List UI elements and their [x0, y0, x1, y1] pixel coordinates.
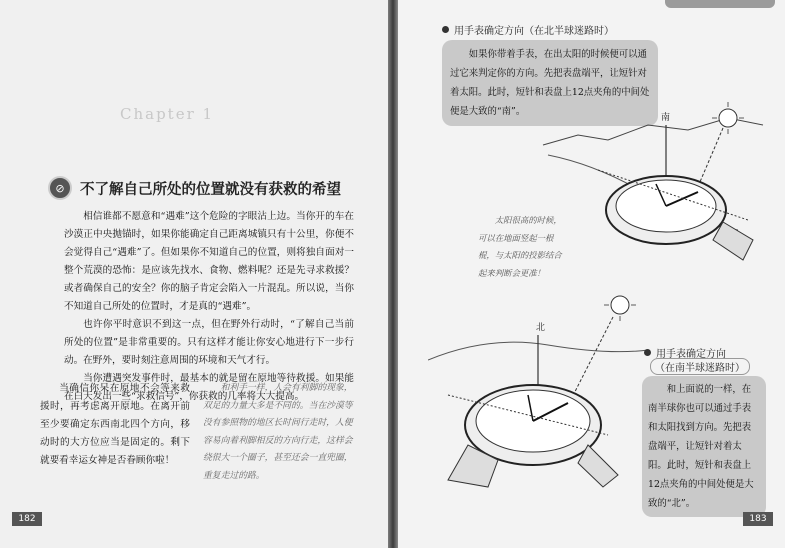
- paragraph-2: 也许你平时意识不到这一点，但在野外行动时，“了解自己当前所处的位置”是非常重要的。只有这样才能让你安心地进行下一步行动。在野外，要时刻注意周围的环境和天气才行。: [64, 319, 354, 366]
- right-page: [398, 0, 785, 548]
- sun-icon: [719, 109, 737, 127]
- paragraph-4-block: [40, 380, 190, 470]
- section1-heading: [442, 22, 614, 37]
- south-label: 南: [661, 113, 671, 123]
- side-note: 和利手一样，人会有利脚的现象，双足的力量大多是不同的。当在沙漠等没有参照物的地区长时间行走时，人便容易向着利脚相反的方向行走，这样会绕很大一个圈子，甚至还会一直兜圈，重复走过的路。: [203, 383, 353, 481]
- illustration-caption: 太阳很高的时候，可以在地面竖起一根棍，与太阳的投影结合起来判断会更准！: [478, 215, 562, 278]
- bullet-icon: [442, 26, 449, 33]
- section1-heading-text: 用手表确定方向（在北半球迷路时）: [454, 26, 614, 37]
- paragraph-4: 当确信你呆在原地不会等来救援时，再考虑离开原地。在离开前至少要确定东西南北四个方向，移动时的大方位应当是固定的。剩下就要看幸运女神是否眷顾你啦！: [40, 383, 190, 466]
- sun-icon: [611, 296, 629, 314]
- paragraph-1: 相信谁都不愿意和“遇难”这个危险的字眼沾上边。当你开的车在沙漠正中央抛锚时，如果你能确定自己距离城镇只有十公里，你便不会觉得自己“遇难”了。但如果你不知道自己的位置，则将独自面对一整个荒漠的恐怖：是应该先找水、食物、燃料呢？还是先寻求救援？或者确保自己的安全？你的脑子肯定会陷入一片混乱。所以说，当你不知道自己所处的位置时，才是真的“遇难”。: [64, 211, 354, 312]
- section2-heading-text: 用手表确定方向: [656, 349, 726, 360]
- section2-text: 和上面说的一样，在南半球你也可以通过手表和太阳找到方向。先把表盘端平，让短针对着太阳。此时，短针和表盘上12点夹角的中间处便是大致的“北”。: [642, 376, 766, 517]
- bullet-icon: [644, 349, 651, 356]
- watch-illustration-north: [538, 100, 768, 265]
- chapter-watermark: Chapter 1: [120, 105, 215, 123]
- watch-illustration-south: [428, 295, 648, 490]
- section-title-text: 不了解自己所处的位置就没有获救的希望: [80, 181, 341, 198]
- section1-text: 如果你带着手表，在出太阳的时候便可以通过它来判定你的方向。先把表盘端平，让短针对着太阳。此时，短针和表盘上12点夹角的中间处便是大致的“南”。: [442, 40, 658, 126]
- paragraph-3: 当你遭遇突发事件时，最基本的就是留在原地等待救援。如果能在白天发出一些“求救信号”，你获救的几率将大大提高。: [64, 373, 354, 402]
- north-label: 北: [536, 323, 546, 333]
- chapter-tab: [665, 0, 775, 8]
- page-number-left: 182: [12, 512, 42, 526]
- left-page: [0, 0, 388, 548]
- section2-subheading: （在南半球迷路时）: [650, 358, 750, 375]
- page-number-right: 183: [743, 512, 773, 526]
- section-title: [48, 176, 341, 200]
- compass-icon: ⊘: [48, 176, 72, 200]
- book-spine: [388, 0, 398, 548]
- intro-paragraphs: [64, 208, 354, 406]
